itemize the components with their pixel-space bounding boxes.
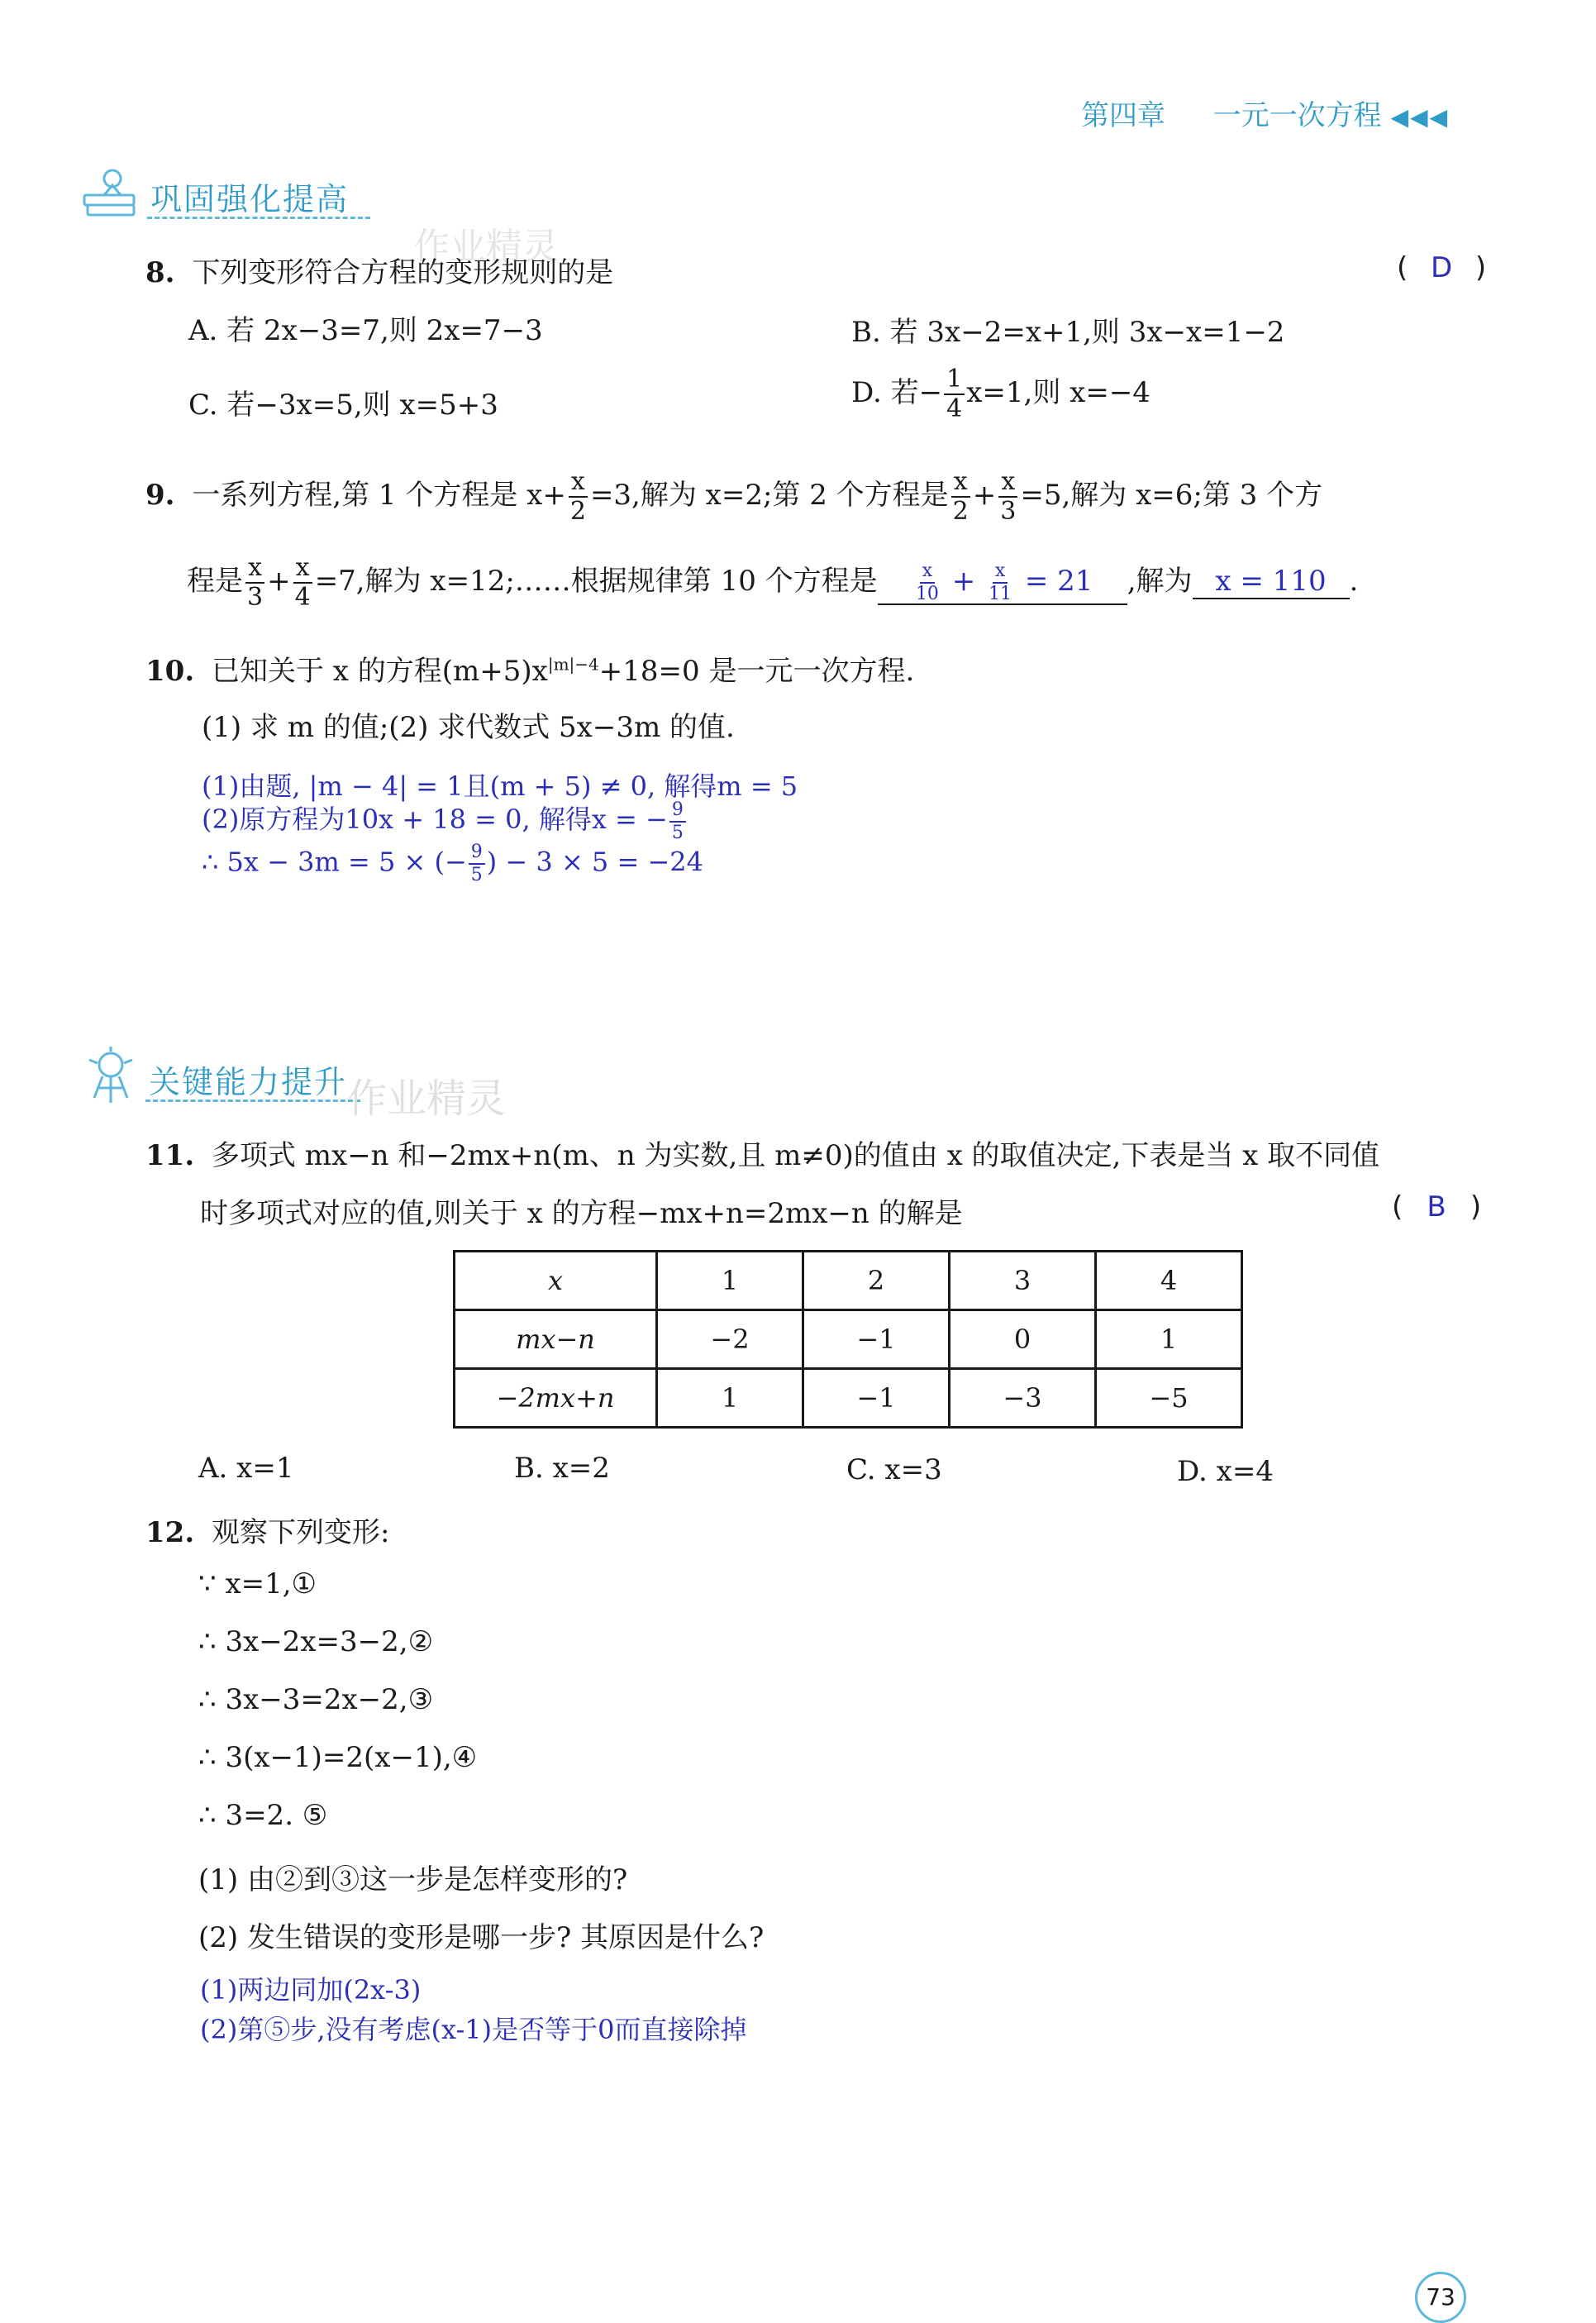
table-cell: 0 <box>950 1310 1096 1369</box>
table-cell: 1 <box>657 1252 803 1310</box>
option-d-prefix: D. 若− <box>851 376 943 409</box>
table-cell: 3 <box>950 1252 1096 1310</box>
fraction: $\frac{x}{3}$ <box>1000 467 1017 526</box>
text: +18=0 是一元一次方程. <box>598 655 915 688</box>
table-cell: 1 <box>1096 1310 1242 1369</box>
option-d-suffix: x=1,则 x=−4 <box>966 376 1151 409</box>
fraction: $\frac{x}{2}$ <box>569 467 586 526</box>
answer-box-q8: ( D ) <box>1397 251 1487 284</box>
fraction: $\frac{1}{4}$ <box>944 367 965 422</box>
step-5: ∴ 3=2. ⑤ <box>198 1799 328 1832</box>
step-1: ∵ x=1,① <box>198 1567 317 1600</box>
watermark: 作业精灵 <box>413 226 559 268</box>
text: 一系列方程,第 1 个方程是 x+ <box>192 479 566 512</box>
question-number: 8. <box>145 256 175 289</box>
table-cell: −1 <box>803 1310 950 1369</box>
question-number: 10. <box>145 655 195 688</box>
fraction: $\frac{x}{2}$ <box>952 467 969 526</box>
text: ,解为 <box>1127 565 1193 598</box>
question-8 <box>145 250 613 290</box>
table-cell: 1 <box>657 1369 803 1428</box>
text: =7,解为 x=12;……根据规律第 10 个方程是 <box>314 565 878 598</box>
table-cell: mx−n <box>455 1310 657 1369</box>
option-d: D. x=4 <box>1177 1455 1274 1488</box>
question-10 <box>145 648 914 689</box>
watermark: 作业精灵 <box>347 1076 507 1122</box>
table-cell: 2 <box>803 1252 950 1310</box>
triangle-arrows-icon: ◀◀◀ <box>1390 103 1450 131</box>
value-table <box>453 1250 1243 1429</box>
text: 已知关于 x 的方程(m+5)x <box>211 655 548 688</box>
text: 多项式 mx−n 和−2mx+n(m、n 为实数,且 m≠0)的值由 x 的取值决定,下表是当 x 取不同值 <box>211 1139 1380 1172</box>
fraction: $\frac{x}{4}$ <box>294 553 311 612</box>
table-cell: −1 <box>803 1369 950 1428</box>
text: 程是 <box>187 565 243 598</box>
question-number: 9. <box>145 479 175 512</box>
solution-12-line2: (2)第⑤步,没有考虑(x-1)是否等于0而直接除掉 <box>200 2014 747 2045</box>
table-cell: −2 <box>657 1310 803 1369</box>
option-b: B. x=2 <box>514 1452 610 1485</box>
chapter-label: 第四章 <box>1081 99 1165 132</box>
solution-10-line1: (1)由题, |m − 4| = 1且(m + 5) ≠ 0, 解得m = 5 <box>202 770 798 802</box>
answer-blank-equation: $\frac{x}{10}$ + $\frac{x}{11}$ = 21 <box>878 562 1127 605</box>
step-2: ∴ 3x−2x=3−2,② <box>198 1625 434 1658</box>
question-9-line2: 程是 $\frac{x}{3}$ + $\frac{x}{4}$ =7,解为 x=12;……根据规律第 10 个方程是 $\frac{x}{10}$ + $\frac{x}{11}$ = 21 ,解为 x = 110 . <box>187 553 1359 612</box>
question-12-sub2: (2) 发生错误的变形是哪一步? 其原因是什么? <box>198 1921 765 1954</box>
section-divider <box>147 217 370 219</box>
question-stem: 下列变形符合方程的变形规则的是 <box>192 256 614 289</box>
solution-12-line1: (1)两边同加(2x-3) <box>200 1974 422 2006</box>
table-cell: 4 <box>1096 1252 1242 1310</box>
question-9-line1: 9. 一系列方程,第 1 个方程是 x+ $\frac{x}{2}$ =3,解为 x=2;第 2 个方程是 $\frac{x}{2}$ + $\frac{x}{3}$ =5,解为 x=6;第 3 个方 <box>145 467 1323 526</box>
step-4: ∴ 3(x−1)=2(x−1),④ <box>198 1741 478 1774</box>
chapter-title: 一元一次方程 <box>1212 99 1382 132</box>
lightbulb-figure-icon <box>78 1043 144 1109</box>
answer-blank-solution: x = 110 <box>1193 565 1350 599</box>
option-c: C. 若−3x=5,则 x=5+3 <box>188 389 498 422</box>
table-cell: −2mx+n <box>455 1369 657 1428</box>
table-cell: −3 <box>950 1369 1096 1428</box>
question-11-line2: 时多项式对应的值,则关于 x 的方程−mx+n=2mx−n 的解是 <box>200 1197 963 1230</box>
option-b: B. 若 3x−2=x+1,则 3x−x=1−2 <box>851 316 1285 349</box>
section-divider <box>145 1099 360 1102</box>
answer-choice: B <box>1427 1190 1446 1224</box>
answer-box-q11: ( B ) <box>1392 1190 1482 1224</box>
question-10-sub: (1) 求 m 的值;(2) 求代数式 5x−3m 的值. <box>202 711 735 744</box>
table-cell: x <box>455 1252 657 1310</box>
section-title-consolidate: 巩固强化提高 <box>150 181 350 217</box>
answer-choice: D <box>1430 251 1453 284</box>
question-12-sub1: (1) 由②到③这一步是怎样变形的? <box>198 1863 628 1896</box>
text: =5,解为 x=6;第 3 个方 <box>1020 479 1323 512</box>
table-row <box>455 1369 1242 1428</box>
table-row <box>455 1252 1242 1310</box>
exponent: |m|−4 <box>547 654 599 675</box>
page-number-badge <box>1415 2272 1466 2323</box>
solution-10-line2: (2)原方程为10x + 18 = 0, 解得x = − $\frac{9}{5}$ <box>202 799 688 842</box>
fraction: $\frac{x}{3}$ <box>247 553 264 612</box>
solution-10-line3: ∴ 5x − 3m = 5 × (− $\frac{9}{5}$ ) − 3 × 5 = −24 <box>202 842 703 885</box>
table-row <box>455 1310 1242 1369</box>
question-number: 12. <box>145 1516 195 1549</box>
option-c: C. x=3 <box>846 1453 942 1486</box>
table-cell: −5 <box>1096 1369 1242 1428</box>
option-a: A. 若 2x−3=7,则 2x=7−3 <box>188 314 543 347</box>
option-a: A. x=1 <box>198 1452 294 1485</box>
page-number: 73 <box>1426 2283 1455 2311</box>
question-12 <box>145 1510 389 1550</box>
question-11-line1 <box>145 1133 1379 1173</box>
question-stem: 观察下列变形: <box>211 1516 390 1549</box>
step-3: ∴ 3x−3=2x−2,③ <box>198 1683 434 1716</box>
chapter-header <box>1081 93 1449 133</box>
section-title-ability: 关键能力提升 <box>149 1064 348 1100</box>
option-d <box>851 367 1151 422</box>
question-number: 11. <box>145 1139 195 1172</box>
books-icon <box>79 162 145 220</box>
text: =3,解为 x=2;第 2 个方程是 <box>589 479 949 512</box>
